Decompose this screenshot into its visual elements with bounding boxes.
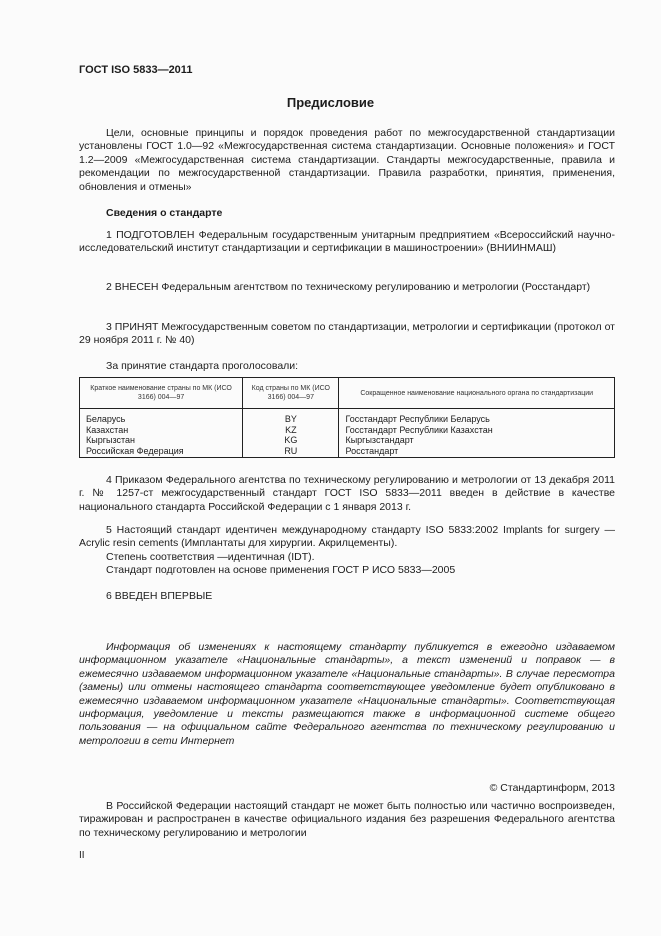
document-header: ГОСТ ISO 5833—2011	[79, 64, 193, 76]
item-1-paragraph: 1 ПОДГОТОВЛЕН Федеральным государственным унитарным предприятием «Всероссийский научно-исследовательский институт стандартизации и сертификации в машиностроении» (ВНИИНМАШ)	[79, 229, 615, 255]
table-header-row	[80, 378, 615, 409]
code-cell: KZ	[243, 425, 339, 436]
copyright-line: © Стандартинформ, 2013	[489, 782, 615, 794]
page-number: II	[79, 850, 85, 861]
body-cell: Росстандарт	[339, 446, 615, 458]
section-title: Сведения о стандарте	[106, 207, 223, 219]
voting-table	[79, 377, 615, 458]
item-5-basis: Стандарт подготовлен на основе применения ГОСТ Р ИСО 5833—2005	[106, 564, 456, 576]
item-3-paragraph: 3 ПРИНЯТ Межгосударственным советом по стандартизации, метрологии и сертификации (протокол от 29 ноября 2011 г. № 40)	[79, 321, 615, 347]
code-cell: RU	[243, 446, 339, 458]
item-5-degree: Степень соответствия —идентичная (IDT).	[106, 551, 315, 563]
item-6-paragraph: 6 ВВЕДЕН ВПЕРВЫЕ	[106, 590, 213, 602]
column-header-country: Краткое наименование страны по МК (ИСО 3166) 004—97	[80, 378, 243, 409]
vote-intro: За принятие стандарта проголосовали:	[106, 360, 299, 372]
body-cell: Госстандарт Республики Беларусь	[339, 409, 615, 425]
country-cell: Казахстан	[80, 425, 243, 436]
country-cell: Беларусь	[80, 409, 243, 425]
item-4-paragraph: 4 Приказом Федерального агентства по техническому регулированию и метрологии от 13 декабря 2011 г. № 1257-ст межгосударственный стандарт ГОСТ ISO 5833—2011 введен в действие в качестве национального стандарта Российской Федерации с 1 января 2013 г.	[79, 474, 615, 513]
table-row	[80, 425, 615, 436]
column-header-body: Сокращенное наименование национального органа по стандартизации	[339, 378, 615, 409]
column-header-code: Код страны по МК (ИСО 3166) 004—97	[243, 378, 339, 409]
intro-paragraph: Цели, основные принципы и порядок проведения работ по межгосударственной стандартизации установлены ГОСТ 1.0—92 «Межгосударственная система стандартизации. Основные положения» и ГОСТ 1.2—2009 «Межгосударственная система стандартизации. Стандарты межгосударственные, правила и рекомендации по межгосударственной стандартизации. Правила разработки, принятия, применения, обновления и отмены»	[79, 127, 615, 193]
country-cell: Кыргызстан	[80, 435, 243, 446]
table-row	[80, 409, 615, 425]
item-5-paragraph: 5 Настоящий стандарт идентичен международному стандарту ISO 5833:2002 Implants for surgery — Acrylic resin cements (Имплантаты для хирургии. Акрилцементы).	[79, 524, 615, 550]
body-cell: Кыргызстандарт	[339, 435, 615, 446]
code-cell: BY	[243, 409, 339, 425]
item-2-paragraph: 2 ВНЕСЕН Федеральным агентством по техническому регулированию и метрологии (Росстандарт)	[106, 281, 591, 293]
rights-notice: В Российской Федерации настоящий стандарт не может быть полностью или частично воспроизведен, тиражирован и распространен в качестве официального издания без разрешения Федерального агентства по техническому регулированию и метрологии	[79, 800, 615, 839]
information-notice: Информация об изменениях к настоящему стандарту публикуется в ежегодно издаваемом информационном указателе «Национальные стандарты», а текст изменений и поправок — в ежемесячно издаваемом информационном указателе «Национальные стандарты». В случае пересмотра (замены) или отмены настоящего стандарта соответствующее уведомление будет опубликовано в ежемесячно издаваемом информационном указателе «Национальные стандарты». Соответствующая информация, уведомление и тексты размещаются также в информационной системе общего пользования — на официальном сайте Федерального агентства по техническому регулированию и метрологии в сети Интернет	[79, 641, 615, 747]
page-title: Предисловие	[286, 95, 375, 110]
body-cell: Госстандарт Республики Казахстан	[339, 425, 615, 436]
country-cell: Российская Федерация	[80, 446, 243, 458]
table-row	[80, 446, 615, 458]
code-cell: KG	[243, 435, 339, 446]
table-row	[80, 435, 615, 446]
